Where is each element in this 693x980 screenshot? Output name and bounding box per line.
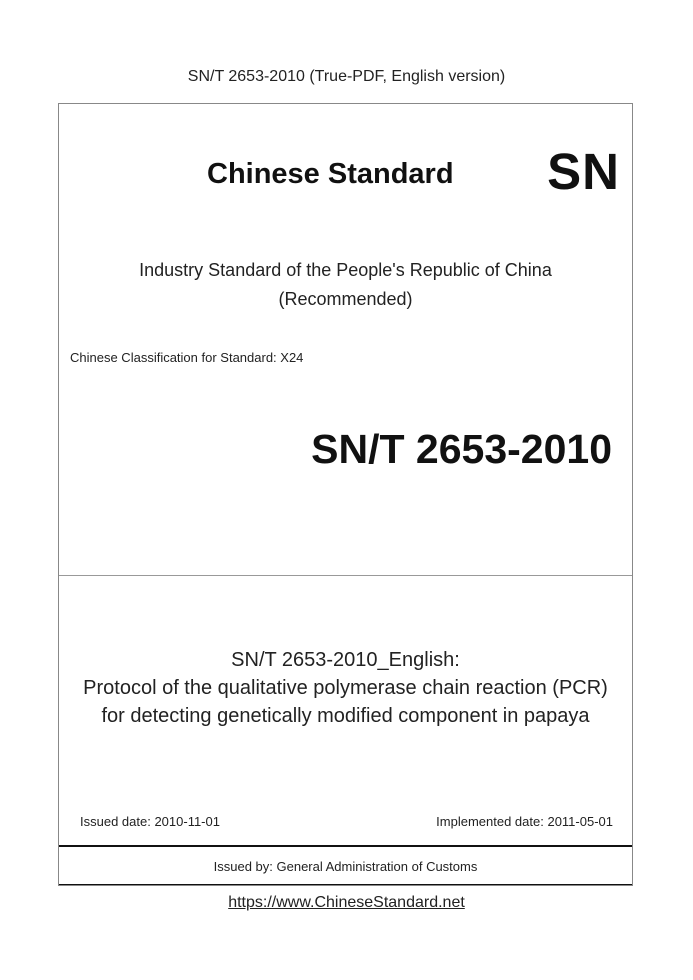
implemented-date: Implemented date: 2011-05-01 [436,814,613,829]
document-name-line-2: Protocol of the qualitative polymerase chain reaction (PCR) [83,677,608,699]
issued-date: Issued date: 2010-11-01 [80,814,220,829]
cover-frame [58,103,633,886]
industry-line-2: (Recommended) [278,289,413,309]
cover-upper-section [59,104,632,576]
industry-line-1: Industry Standard of the People's Republic of China [139,260,552,280]
cover-middle-section [59,576,632,845]
issuer-box [59,845,632,885]
classification: Chinese Classification for Standard: X24 [70,350,304,365]
document-title: Chinese Standard [207,158,454,190]
page-header: SN/T 2653-2010 (True-PDF, English version) [187,68,506,85]
document-name [59,646,632,730]
industry-standard-label [59,256,632,314]
document-name-line-1: SN/T 2653-2010_English: [231,649,460,671]
title-row [59,142,632,202]
sn-mark: SN [547,143,620,200]
standard-number: SN/T 2653-2010 [311,426,612,472]
document-name-line-3: for detecting genetically modified component in papaya [101,705,590,727]
issued-by: Issued by: General Administration of Customs [213,859,478,874]
website-link[interactable]: https://www.ChineseStandard.net [228,894,465,911]
